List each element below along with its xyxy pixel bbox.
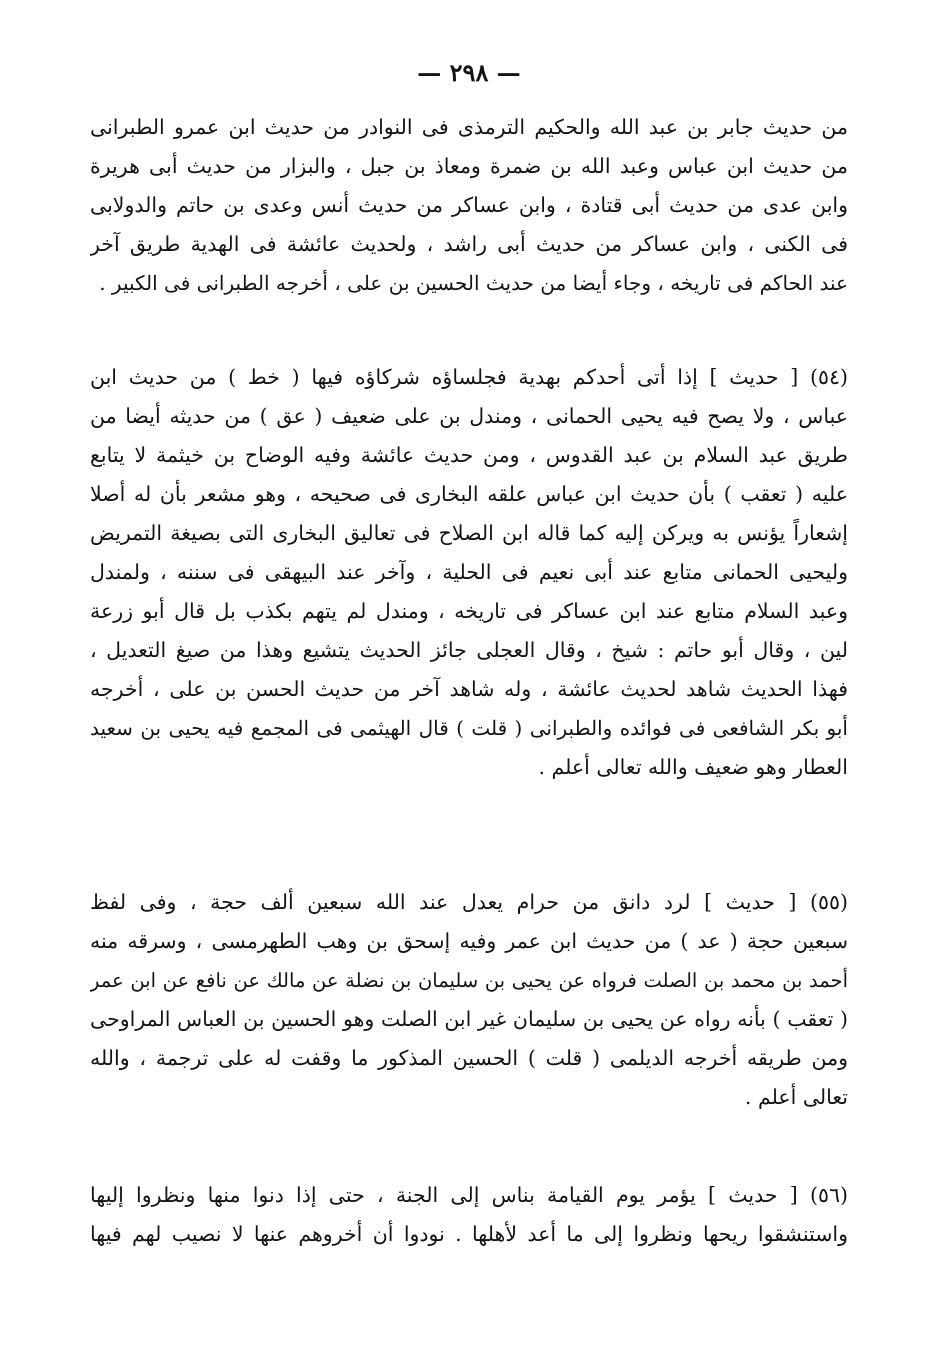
text-line: طريق عبد السلام بن عبد القدوس ، ومن حديث عائشة وفيه الوضاح بن خيثمة لا يتابع [90,443,848,467]
text-line: سبعين حجة ( عد ) من حديث ابن عمر وفيه إسحق بن وهب الطهرمسى ، وسرقه منه [90,929,848,953]
text-line: (٥٦) [ حديث ] يؤمر يوم القيامة بناس إلى الجنة ، حتى إذا دنوا منها ونظروا إليها [90,1183,848,1207]
page-number: — ٢٩٨ — [417,58,521,87]
text-line: عليه ( تعقب ) بأن حديث ابن عباس علقه البخارى فى صحيحه ، وهو مشعر بأن له أصلا [90,482,848,506]
paragraph-hadith-54 [90,358,848,787]
text-line: (٥٤) [ حديث ] إذا أتى أحدكم بهدية فجلساؤه شركاؤه فيها ( خط ) من حديث ابن [90,365,848,389]
text-line: ( تعقب ) بأنه رواه عن يحيى بن سليمان غير ابن الصلت وهو الحسين بن العباس المراوحى [90,1007,848,1031]
text-line: وابن عدى من حديث أبى قتادة ، وابن عساكر من حديث أنس وعدى بن حاتم والدولابى [90,193,848,217]
text-line: عند الحاكم فى تاريخه ، وجاء أيضا من حديث الحسين بن على ، أخرجه الطبرانى فى الكبير . [99,271,848,295]
text-line: (٥٥) [ حديث ] لرد دانق من حرام يعدل عند الله سبعين ألف حجة ، وفى لفظ [90,890,848,914]
text-line: وليحيى الحمانى متابع عند أبى نعيم فى الحلية ، وآخر عند البيهقى فى سننه ، ولمندل [90,560,848,584]
paragraph-hadith-56 [90,1176,848,1254]
text-line: فى الكنى ، وابن عساكر من حديث أبى راشد ، ولحديث عائشة فى الهدية طريق آخر [90,232,848,256]
text-line: تعالى أعلم . [744,1085,848,1109]
text-line: عباس ، ولا يصح فيه يحيى الحمانى ، ومندل بن على ضعيف ( عق ) من حديثه أيضا من [90,404,848,428]
text-line: واستنشقوا ريحها ونظروا إلى ما أعد لأهلها . نودوا أن أخروهم عنها لا نصيب لهم فيها [90,1222,848,1246]
text-line: فهذا الحديث شاهد لحديث عائشة ، وله شاهد آخر من حديث الحسن بن على ، أخرجه [90,677,848,701]
text-line: أبو بكر الشافعى فى فوائده والطبرانى ( قلت ) قال الهيثمى فى المجمع فيه يحيى بن سعيد [90,716,848,740]
text-line: إشعاراً يؤنس به ويركن إليه كما قاله ابن الصلاح فى تعاليق البخارى التى بصيغة التمريض [90,521,848,545]
text-line: من حديث ابن عباس وعبد الله بن ضمرة ومعاذ بن جبل ، والبزار من حديث أبى هريرة [90,154,848,178]
text-line: لين ، وقال أبو حاتم : شيخ ، وقال العجلى جائز الحديث يتشيع وهذا من صيغ التعديل ، [90,638,848,662]
text-line: أحمد بن محمد بن الصلت فرواه عن يحيى بن سليمان بن نضلة عن مالك عن نافع عن ابن عمر [90,969,848,992]
text-line: من حديث جابر بن عبد الله والحكيم الترمذى فى النوادر من حديث ابن عمرو الطبرانى [90,115,848,139]
text-line: وعبد السلام متابع عند ابن عساكر فى تاريخه ، ومندل لم يتهم بكذب بل قال أبو زرعة [90,599,848,623]
text-line: العطار وهو ضعيف والله تعالى أعلم . [538,755,848,779]
paragraph-hadith-55 [90,883,848,1117]
text-line: ومن طريقه أخرجه الديلمى ( قلت ) الحسين المذكور ما وقفت له على ترجمة ، والله [90,1046,848,1070]
paragraph-continuation [90,108,848,303]
